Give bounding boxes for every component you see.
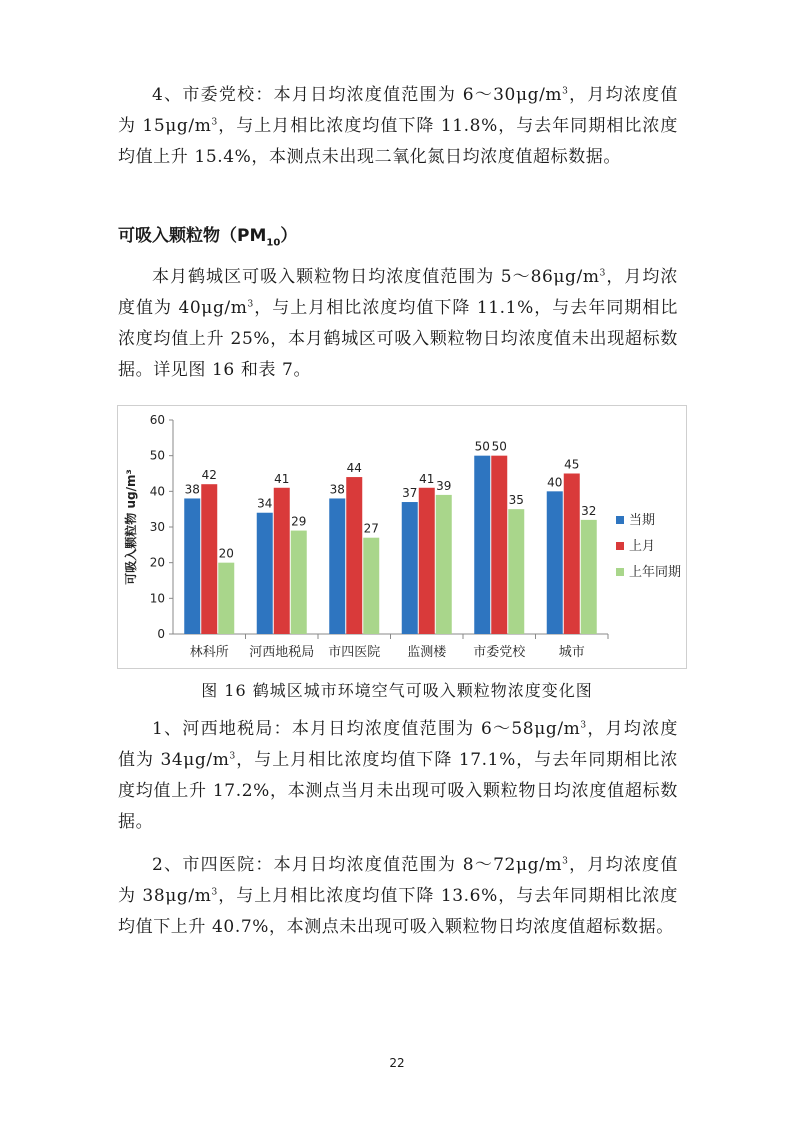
paragraph-pm10-summary: 本月鹤城区可吸入颗粒物日均浓度值范围为 $5\sim 86\mu g/m^3$，月均浓度值为 $40\mu g/m^3$，与上月相比浓度均值下降 11.1%，与去年同期相比浓度均值上升 25%，本月鹤城区可吸入颗粒物日均浓度值未出现超标数据。详见图 16 和表 7。 [118, 267, 678, 380]
x-tick-label: 林科所 [189, 645, 229, 660]
x-tick-label: 城市 [558, 645, 585, 660]
bar-上月-监测楼 [419, 488, 435, 634]
x-tick-label: 市委党校 [473, 645, 526, 660]
pm10-bar-chart [117, 405, 687, 669]
data-label: 38 [184, 482, 200, 497]
x-tick-label: 监测楼 [407, 645, 447, 660]
legend-swatch-上年同期 [616, 568, 624, 576]
bar-上年同期-监测楼 [436, 495, 452, 634]
bar-上年同期-河西地税局 [291, 531, 307, 634]
bar-上月-林科所 [201, 484, 217, 634]
bar-当期-城市 [547, 491, 563, 634]
legend-label: 当期 [629, 513, 656, 528]
x-tick-label: 市四医院 [328, 645, 381, 660]
bar-上月-市委党校 [491, 456, 507, 634]
section-heading-pm10: 可吸入颗粒物$(PM_{10})$ [118, 226, 298, 249]
x-tick-label: 河西地税局 [249, 645, 315, 660]
bar-上月-城市 [564, 474, 580, 635]
data-label: 41 [274, 471, 290, 486]
chart-svg [118, 406, 686, 668]
bar-上年同期-市委党校 [508, 509, 524, 634]
y-axis-title: 可吸入颗粒物 ug/m³ [124, 469, 138, 585]
data-label: 20 [218, 546, 234, 561]
data-label: 50 [474, 439, 490, 454]
data-label: 37 [402, 486, 418, 501]
bar-上年同期-市四医院 [363, 538, 379, 634]
paragraph-shiwei-dangxiao-no2: 4、市委党校：本月日均浓度值范围为 $6\sim 30\mu g/m^3$，月均浓度值为 $15\mu g/m^3$，与上月相比浓度均值下降 11.8%，与去年同期相比浓度均值上升 15.4%，本测点未出现二氧化氮日均浓度值超标数据。 [118, 85, 678, 167]
legend-swatch-上月 [616, 542, 624, 550]
data-label: 32 [581, 503, 597, 518]
legend-label: 上年同期 [629, 565, 682, 580]
bar-当期-河西地税局 [257, 513, 273, 634]
y-tick-label: 0 [157, 627, 165, 641]
y-tick-label: 40 [149, 484, 165, 499]
data-label: 27 [363, 521, 379, 536]
legend-label: 上月 [629, 539, 656, 554]
bar-当期-监测楼 [402, 502, 418, 634]
data-label: 41 [419, 471, 435, 486]
legend-swatch-当期 [616, 516, 624, 524]
y-tick-label: 60 [149, 413, 165, 427]
page-number: 22 [389, 1056, 405, 1070]
data-label: 29 [291, 514, 307, 529]
bar-上年同期-林科所 [218, 563, 234, 634]
bar-上年同期-城市 [581, 520, 597, 634]
paragraph-hexi-dishuiju: 1、河西地税局：本月日均浓度值范围为 $6\sim 58\mu g/m^3$，月均浓度值为 $34\mu g/m^3$，与上月相比浓度均值下降 17.1%，与去年同期相比浓度均值上升 17.2%，本测点当月未出现可吸入颗粒物日均浓度值超标数据。 [118, 719, 678, 832]
bar-上月-河西地税局 [274, 488, 290, 634]
data-label: 39 [436, 478, 452, 493]
data-label: 50 [491, 439, 507, 454]
y-tick-label: 20 [149, 555, 165, 570]
data-label: 38 [329, 482, 345, 497]
y-tick-label: 50 [149, 448, 165, 463]
figure-caption: 图 16 鹤城区城市环境空气可吸入颗粒物浓度变化图 [201, 681, 593, 700]
y-tick-label: 30 [149, 520, 165, 534]
data-label: 34 [257, 496, 273, 511]
data-label: 35 [508, 493, 524, 508]
data-label: 42 [201, 468, 217, 483]
bar-当期-市四医院 [329, 498, 345, 634]
data-label: 40 [547, 475, 563, 490]
data-label: 44 [346, 461, 362, 476]
bar-上月-市四医院 [346, 477, 362, 634]
data-label: 45 [564, 457, 580, 472]
bar-当期-林科所 [184, 498, 200, 634]
bar-当期-市委党校 [474, 456, 490, 634]
y-tick-label: 10 [149, 591, 165, 606]
paragraph-shisi-yiyuan: 2、市四医院：本月日均浓度值范围为 $8\sim 72\mu g/m^3$，月均浓度值为 $38\mu g/m^3$，与上月相比浓度均值下降 13.6%，与去年同期相比浓度均值下上升 40.7%，本测点未出现可吸入颗粒物日均浓度值超标数据。 [118, 855, 678, 937]
